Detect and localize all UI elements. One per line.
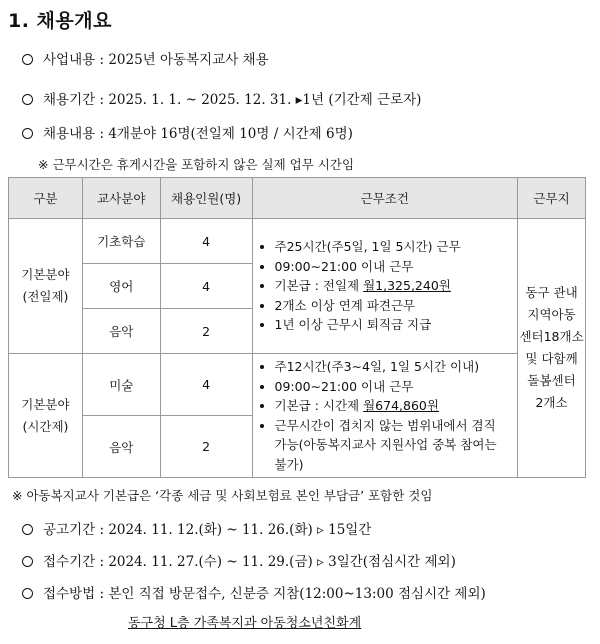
schedule-value: 2024. 11. 12.(화) ~ 11. 26.(화) ▹ 15일간 <box>108 522 372 538</box>
gubun-text: 기본분야 <box>21 396 70 412</box>
place-line: 동구 관내 <box>525 285 578 300</box>
table-row <box>9 354 586 416</box>
schedule-value: 2024. 11. 27.(수) ~ 11. 29.(금) ▹ 3일간(점심시간 제외) <box>108 554 456 570</box>
overview-label: 채용내용 <box>43 126 96 142</box>
schedule-value: 본인 직접 방문접수, 신분증 지참(12:00~13:00 점심시간 제외) <box>108 586 486 602</box>
gubun-text: (시간제) <box>22 418 69 434</box>
address-line: 동구청 L층 가족복지과 아동청소년친화계 <box>128 616 362 631</box>
condition-item: • 1년 이상 근무시 퇴직금 지급 <box>275 315 512 335</box>
field-cell: 음악 <box>82 309 160 354</box>
circle-bullet-icon <box>22 556 33 567</box>
overview-label: 사업내용 <box>43 52 96 68</box>
header-gubun: 구분 <box>9 178 83 219</box>
condition-item: • 2개소 이상 연계 파견근무 <box>275 296 512 316</box>
condition-item: • 기본급 : 전일제 월1,325,240원 <box>275 276 512 296</box>
circle-bullet-icon <box>22 128 33 139</box>
circle-bullet-icon <box>22 94 33 105</box>
header-conditions: 근무조건 <box>252 178 518 219</box>
schedule-notice: 공고기간 : 2024. 11. 12.(화) ~ 11. 26.(화) ▹ 15일간 <box>0 518 371 538</box>
condition-item: • 주25시간(주5일, 1일 5시간) 근무 <box>275 237 512 257</box>
note-hours: ※ 근무시간은 휴게시간을 포함하지 않은 실제 업무 시간임 <box>38 157 355 172</box>
table-row <box>9 219 586 264</box>
place-line: 지역아동 <box>527 307 576 322</box>
count-cell: 4 <box>160 219 252 264</box>
gubun-text: 기본분야 <box>21 267 70 282</box>
circle-bullet-icon <box>22 54 33 65</box>
salary-fulltime: 월1,325,240원 <box>363 278 451 294</box>
place-line: 및 다함께 <box>525 351 578 366</box>
overview-label: 채용기간 <box>43 92 96 108</box>
work-place <box>518 219 586 478</box>
conditions-fulltime <box>252 219 518 354</box>
circle-bullet-icon <box>22 524 33 535</box>
header-count: 채용인원(명) <box>160 178 252 219</box>
condition-item: • 09:00∼21:00 이내 근무 <box>275 377 512 397</box>
overview-value: 4개분야 16명(전일제 10명 / 시간제 6명) <box>108 126 353 142</box>
conditions-parttime <box>252 354 518 478</box>
gubun-text: (전일제) <box>22 289 69 304</box>
field-cell: 음악 <box>82 416 160 478</box>
schedule-label: 공고기간 <box>43 522 96 538</box>
field-cell: 기초학습 <box>82 219 160 264</box>
count-cell: 2 <box>160 309 252 354</box>
condition-item: • 기본급 : 시간제 월674,860원 <box>275 396 512 416</box>
overview-value: 2025년 아동복지교사 채용 <box>108 52 269 68</box>
overview-business: 사업내용 : 2025년 아동복지교사 채용 <box>0 48 269 68</box>
header-place: 근무지 <box>518 178 586 219</box>
note-salary: ※ 아동복지교사 기본급은 ‘각종 세금 및 사회보험료 본인 부담금’ 포함한 것임 <box>12 488 433 503</box>
overview-period: 채용기간 : 2025. 1. 1. ~ 2025. 12. 31. ▸1년 (기간제 근로자) <box>0 88 421 108</box>
count-cell: 4 <box>160 264 252 309</box>
gubun-fulltime <box>9 219 83 354</box>
recruitment-table <box>8 177 586 478</box>
schedule-receipt: 접수기간 : 2024. 11. 27.(수) ~ 11. 29.(금) ▹ 3일간(점심시간 제외) <box>0 550 456 570</box>
schedule-method: 접수방법 : 본인 직접 방문접수, 신분증 지참(12:00~13:00 점심시간 제외) <box>0 582 486 602</box>
field-cell: 영어 <box>82 264 160 309</box>
schedule-label: 접수방법 <box>43 586 96 602</box>
field-cell: 미술 <box>82 354 160 416</box>
count-cell: 4 <box>160 354 252 416</box>
place-line: 센터18개소 <box>519 329 584 344</box>
salary-parttime: 월674,860원 <box>363 398 439 413</box>
circle-bullet-icon <box>22 588 33 599</box>
place-line: 2개소 <box>535 395 568 410</box>
gubun-parttime <box>9 354 83 478</box>
condition-item: • 근무시간이 겹치지 않는 범위내에서 겸직 가능(아동복지교사 지원사업 중복 참여는 불가) <box>275 416 512 475</box>
schedule-label: 접수기간 <box>43 554 96 570</box>
condition-item: • 주12시간(주3∼4일, 1일 5시간 이내) <box>275 357 512 377</box>
header-field: 교사분야 <box>82 178 160 219</box>
overview-content: 채용내용 : 4개분야 16명(전일제 10명 / 시간제 6명) <box>0 122 353 142</box>
condition-item: • 09:00∼21:00 이내 근무 <box>275 257 512 277</box>
table-header-row <box>9 178 586 219</box>
count-cell: 2 <box>160 416 252 478</box>
section-heading: 1. 채용개요 <box>8 10 112 32</box>
overview-value: 2025. 1. 1. ~ 2025. 12. 31. ▸1년 (기간제 근로자) <box>108 92 422 108</box>
place-line: 돌봄센터 <box>527 373 576 388</box>
